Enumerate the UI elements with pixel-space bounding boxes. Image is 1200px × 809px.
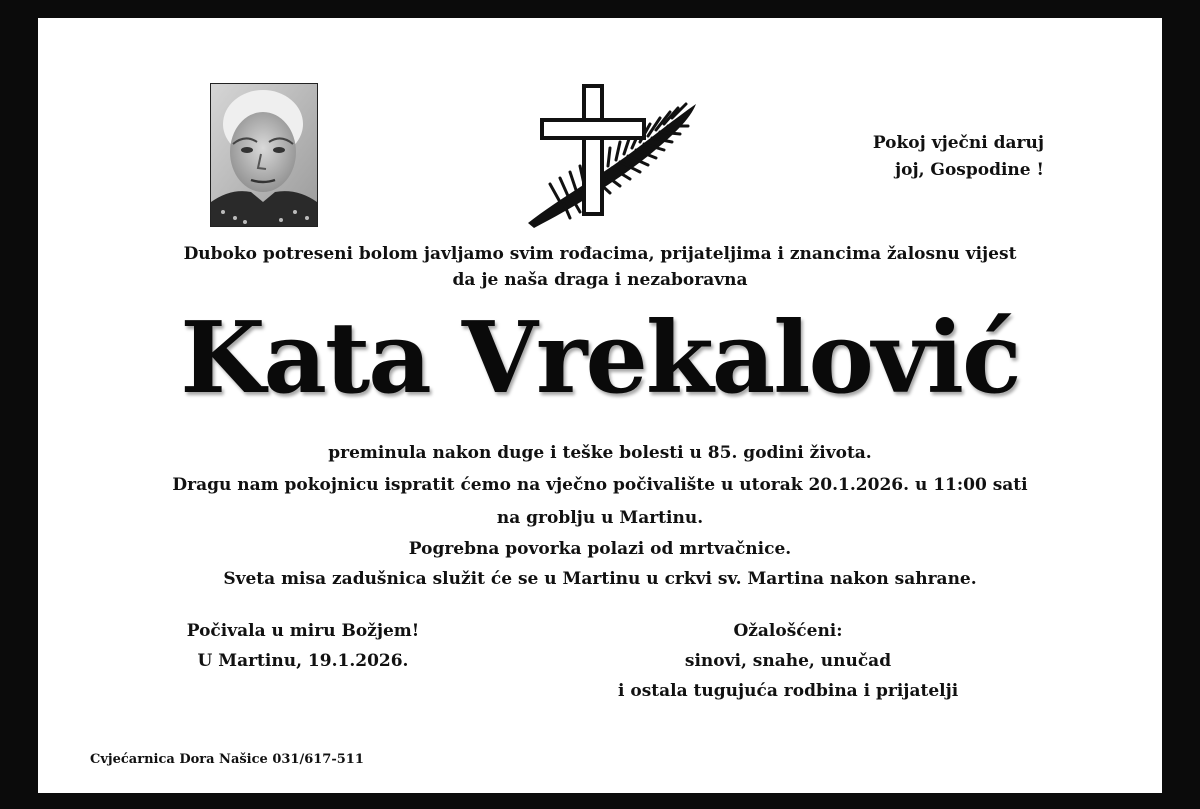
details-line-3: na groblju u Martinu. bbox=[496, 508, 704, 528]
mourners-line-1: sinovi, snahe, unučad bbox=[684, 651, 892, 671]
closing-block bbox=[158, 616, 448, 676]
prayer-line-1: Pokoj vječni daruj bbox=[872, 133, 1044, 153]
cross-with-palm-icon bbox=[520, 80, 700, 230]
prayer-verse bbox=[798, 130, 1044, 184]
obituary-sheet bbox=[38, 18, 1162, 793]
prayer-line-2: joj, Gospodine ! bbox=[894, 160, 1044, 180]
mourners-line-2: i ostala tugujuća rodbina i prijatelji bbox=[618, 681, 959, 701]
announcement-intro bbox=[38, 241, 1162, 293]
mourners-block bbox=[618, 616, 958, 706]
funeral-details bbox=[38, 438, 1162, 594]
portrait-photo bbox=[210, 83, 318, 227]
place-date-line: U Martinu, 19.1.2026. bbox=[197, 651, 409, 671]
details-line-1: preminula nakon duge i teške bolesti u 85. godini života. bbox=[328, 443, 872, 463]
deceased-name: Kata Vrekalović bbox=[180, 301, 1020, 416]
rest-in-peace-line: Počivala u miru Božjem! bbox=[186, 621, 420, 641]
intro-line-2: da je naša draga i nezaboravna bbox=[452, 270, 748, 290]
details-line-2: Dragu nam pokojnicu ispratit ćemo na vječno počivalište u utorak 20.1.2026. u 11:00 sati bbox=[172, 475, 1028, 495]
florist-footer: Cvjećarnica Dora Našice 031/617-511 bbox=[90, 752, 364, 767]
intro-line-1: Duboko potreseni bolom javljamo svim rođacima, prijateljima i znancima žalosnu vijest bbox=[183, 244, 1017, 264]
details-line-4: Pogrebna povorka polazi od mrtvačnice. bbox=[408, 539, 792, 559]
details-line-5: Sveta misa zadušnica služit će se u Martinu u crkvi sv. Martina nakon sahrane. bbox=[223, 569, 977, 589]
mourners-heading: Ožalošćeni: bbox=[733, 621, 843, 641]
